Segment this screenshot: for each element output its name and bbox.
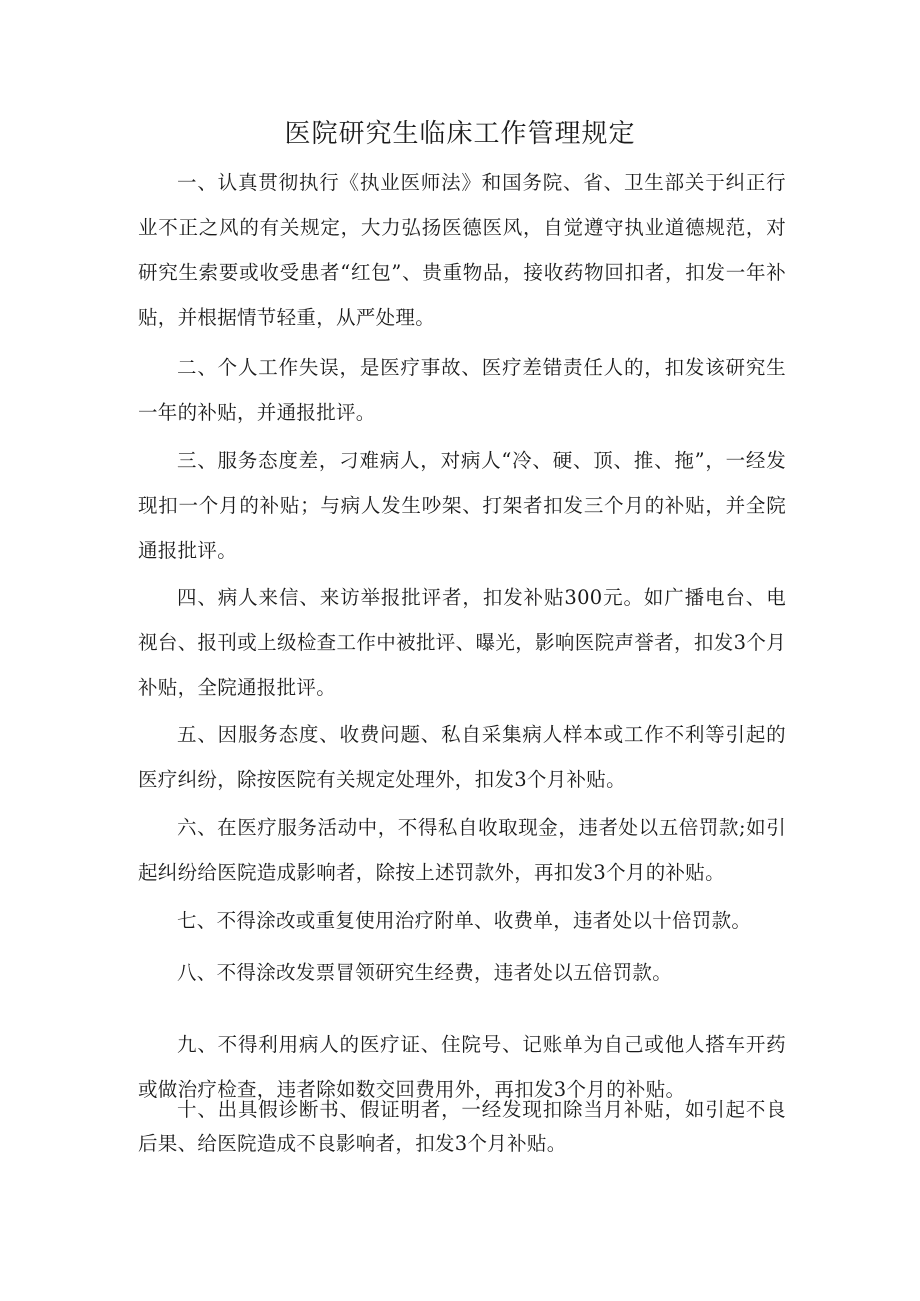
- paragraph-5: 五、因服务态度、收费问题、私自采集病人样本或工作不利等引起的医疗纠纷，除按医院有关规定处理外，扣发3个月补贴。: [138, 723, 786, 791]
- document-title: 医院研究生临床工作管理规定: [284, 119, 636, 149]
- paragraph-10: 十、出具假诊断书、假证明者，一经发现扣除当月补贴，如引起不良后果、给医院造成不良影响者，扣发3个月补贴。: [138, 1098, 786, 1155]
- paragraph-9: 九、不得利用病人的医疗证、住院号、记账单为自己或他人搭车开药或做治疗检查，违者除如数交回费用外，再扣发3个月的补贴。: [138, 1033, 786, 1101]
- paragraph-1: 一、认真贯彻执行《执业医师法》和国务院、省、卫生部关于纠正行业不正之风的有关规定，大力弘扬医德医风，自觉遵守执业道德规范，对研究生索要或收受患者“红包”、贵重物品，接收药物回扣者，扣发一年补贴，并根据情节轻重，从严处理。: [138, 171, 786, 329]
- paragraph-7: 七、不得涂改或重复使用治疗附单、收费单，违者处以十倍罚款。: [177, 909, 752, 932]
- paragraph-4: 四、病人来信、来访举报批评者，扣发补贴300元。如广播电台、电视台、报刊或上级检查工作中被批评、曝光，影响医院声誉者，扣发3个月补贴，全院通报批评。: [138, 586, 786, 699]
- paragraph-3: 三、服务态度差，刁难病人，对病人“冷、硬、顶、推、拖”，一经发现扣一个月的补贴；与病人发生吵架、打架者扣发三个月的补贴，并全院通报批评。: [138, 449, 786, 562]
- paragraph-2: 二、个人工作失误，是医疗事故、医疗差错责任人的，扣发该研究生一年的补贴，并通报批评。: [138, 356, 786, 424]
- paragraph-8: 八、不得涂改发票冒领研究生经费，违者处以五倍罚款。: [177, 961, 673, 984]
- paragraph-6: 六、在医疗服务活动中，不得私自收取现金，违者处以五倍罚款;如引起纠纷给医院造成影响者，除按上述罚款外，再扣发3个月的补贴。: [138, 816, 786, 884]
